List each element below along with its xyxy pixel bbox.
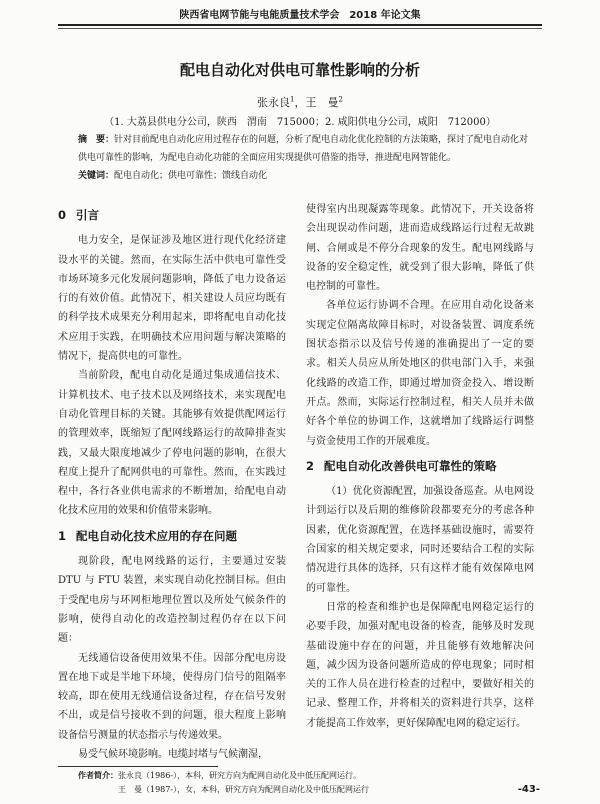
- footnote-line: [78, 768, 369, 783]
- keywords-label: 关键词：: [78, 171, 115, 181]
- affiliations: （1. 大荔县供电分公司，陕西 渭南 715000；2. 咸阳供电分公司，咸阳 712000）: [104, 117, 496, 128]
- paragraph: 无线通信设备使用效果不佳。因部分配电房设置在地下或是半地下环境，使得房门信号的阻隔率较高，即在使用无线通信设备过程，存在信号发射不出，或是信号接收不到的问题，很大程度上影响设备信号测量的状态指示与传递效果。: [58, 652, 286, 741]
- section-number: 0: [58, 208, 67, 222]
- footnote-text: 张永良（1986-），本科，研究方向为配网自动化及中低压配网运行。: [118, 771, 362, 780]
- paragraph: 电力安全，是保证涉及地区进行现代化经济建设水平的关键。然而，在实际生活中供电可靠性受市场环境多元化发展问题影响，降低了电力设备运行的有效价值。此情况下，相关建设人员应均既有的科学技术成果充分利用起来，即将配电自动化技术应用于实践，在明确技术应用问题与解决策略的情况下，提高供电的可靠性。: [58, 235, 286, 363]
- paragraph: 现阶段，配电网线路的运行，主要通过安装 DTU 与 FTU 装置，来实现自动化控制目标。但由于受配电房与环网柜地理位置以及所处气候条件的影响，使得自动化的改造控制过程仍存在以下问题：: [58, 556, 286, 645]
- section-heading: [58, 206, 286, 225]
- paragraph: 易受气候环境影响。电缆封堵与气候潮湿，: [78, 749, 268, 761]
- page-number: -43-: [517, 784, 540, 795]
- section-heading: [58, 527, 286, 546]
- header-rule: [58, 24, 542, 26]
- footnote-label: 作者简介：: [78, 770, 118, 780]
- paragraph: 各单位运行协调不合理。在应用自动化设备来实现定位隔离故障目标时，对设备装置、调度系统图状态指示以及信号传递的准确提出了一定的要求。相关人员应从所处地区的供电部门入手，来强化线路的改造工作，即通过增加资金投入、增设断开点。然而，实际运行控制过程，相关人员并未做好各个单位的协调工作，这就增加了线路运行调整与资金使用工作的开展难度。: [306, 300, 534, 447]
- abstract-label: 摘 要：: [78, 135, 115, 145]
- paragraph: 日常的检查和维护也是保障配电网稳定运行的必要手段，加强对配电设备的检查，能够及时发现基础设施中存在的问题，并且能够有效地解决问题，减少因为设备问题所造成的停电现象；同时相关的工作人员在进行检查的过程中，要做好相关的记录、整理工作，并将相关的资料进行共享，这样才能提高工作效率，更好保障配电网的稳定运行。: [306, 601, 534, 729]
- footnote-rule: [58, 766, 218, 767]
- author-name: 张永良: [257, 96, 291, 109]
- running-header: 陕西省电网节能与电能质量技术学会 2018 年论文集: [179, 10, 421, 21]
- keywords-text: 配电自动化；供电可靠性；馈线自动化: [114, 171, 268, 181]
- paragraph: 当前阶段，配电自动化是通过集成通信技术、计算机技术、电子技术以及网络技术，来实现配电自动化管理目标的关键。其能够有效提供配网运行的管理效率，既缩短了配网线路运行的故障排查实践，又最大限度地减少了停电问题的影响，在很大程度上提升了配网供电的可靠性。然而，在实践过程中，各行各业供电需求的不断增加，给配电自动化技术应用的效果和价值带来影响。: [58, 370, 286, 517]
- paper-title: 配电自动化对供电可靠性影响的分析: [179, 61, 420, 79]
- section-title: 引言: [76, 208, 99, 222]
- section-heading: [306, 457, 534, 476]
- section-title: 配电自动化技术应用的存在问题: [76, 528, 237, 543]
- author-mark: 2: [338, 95, 343, 104]
- paragraph: （1）优化资源配置，加强设备巡查。从电网设计到运行以及后期的维修阶段都要充分的考虑各种因素，优化资源配置，在选择基础设施时，需要符合国家的相关规定要求，同时还要结合工程的实际情况进行具体的选择，只有这样才能有效保障电网的可靠性。: [306, 486, 534, 594]
- abstract-text: 针对目前配电自动化应用过程存在的问题，分析了配电自动化优化控制的方法策略，探讨了配电自动化对供电可靠性的影响，为配电自动化功能的全面应用实现提供可借鉴的指导，推进配电网智能化。: [78, 135, 529, 163]
- footnote-line: 王 曼（1987-），女，本科，研究方向为配网自动化及中低压配网运行: [118, 785, 370, 794]
- section-number: 1: [58, 528, 67, 543]
- footnotes: [78, 768, 369, 797]
- author-name: 王 曼: [305, 96, 339, 109]
- right-column: [306, 200, 534, 733]
- author-mark: 1: [290, 95, 295, 104]
- header-rule-thin: [58, 28, 542, 29]
- keywords: [78, 167, 530, 185]
- section-number: 2: [306, 458, 315, 473]
- paragraph: 使得室内出现凝露等现象。此情况下，开关设备将会出现误动作问题，进而造成线路运行过程无故跳闸、合闸或是不停分合现象的发生。配电网线路与设备的安全稳定性，就受到了很大影响，降低了供电控制的可靠性。: [306, 204, 534, 293]
- left-column: [58, 200, 286, 764]
- section-title: 配电自动化改善供电可靠性的策略: [324, 458, 497, 473]
- abstract: [78, 131, 530, 167]
- author-line: 张永良$^1$，王 曼$^2$: [257, 95, 343, 109]
